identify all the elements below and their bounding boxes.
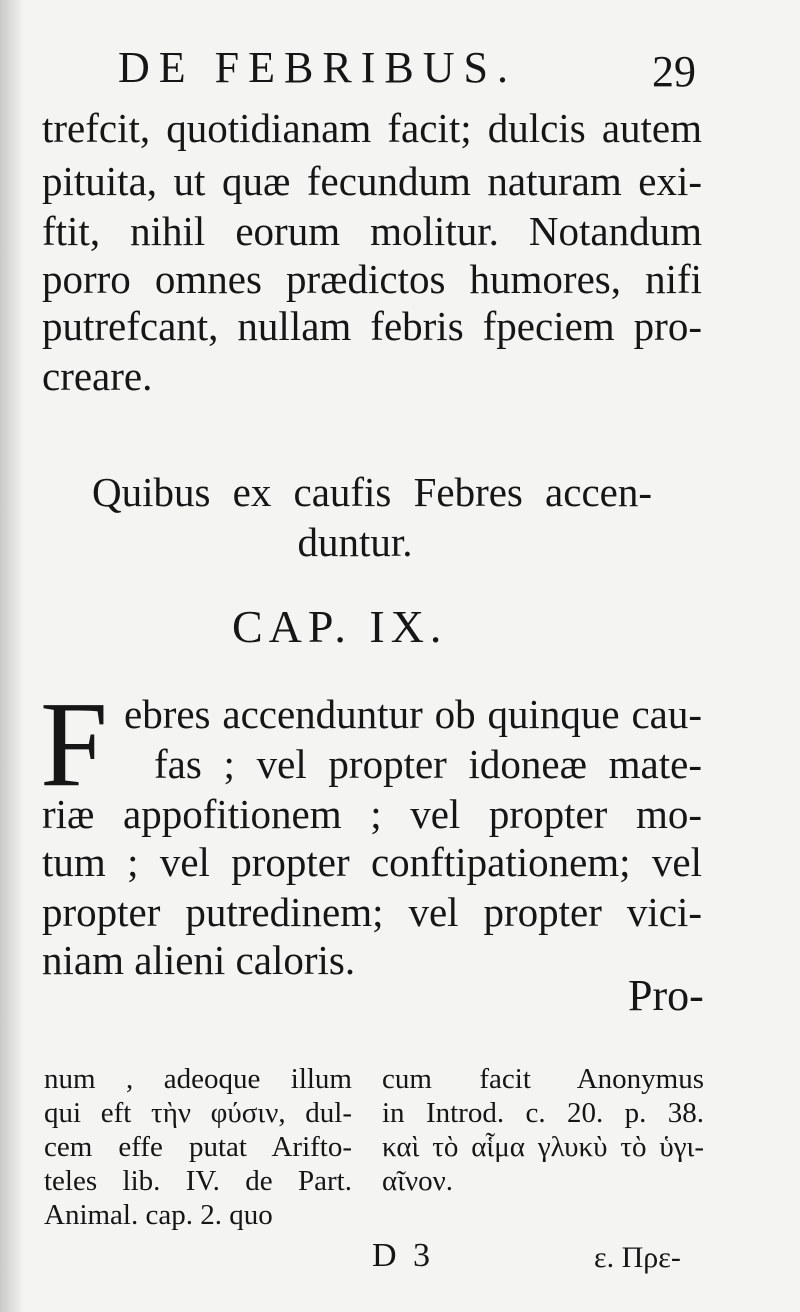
running-head	[0, 38, 800, 98]
footnote-catchword: ε. Πρε-	[594, 1241, 681, 1274]
catchword: Pro-	[628, 971, 704, 1020]
chapter-number: CAP. IX.	[232, 601, 448, 652]
footnote-left-column	[44, 1062, 352, 1232]
paragraph-line: tum ; vel propter conftipationem; vel	[42, 839, 702, 885]
paragraph-line: propter putredinem; vel propter vici-	[42, 889, 702, 935]
footnote-line: Animal. cap. 2. quo	[44, 1199, 273, 1231]
paragraph-line: pituita, ut quæ fecundum naturam exi-	[42, 158, 702, 204]
paragraph-line: ebres accenduntur ob quinque cau-	[124, 691, 702, 737]
paragraph-line: porro omnes prædictos humores, nifi	[42, 256, 702, 302]
paragraph-line: fas ; vel propter idoneæ mate-	[154, 741, 702, 787]
footnote-line: num , adeoque illum	[44, 1063, 352, 1095]
drop-cap: F	[40, 677, 108, 812]
footnote-line: cem effe putat Arifto-	[44, 1131, 352, 1163]
paragraph-line: riæ appofitionem ; vel propter mo-	[42, 791, 702, 837]
paragraph-line: putrefcant, nullam febris fpeciem pro-	[42, 303, 702, 349]
page-gutter-shadow	[0, 0, 24, 1312]
footnote-line: in Introd. c. 20. p. 38.	[382, 1097, 704, 1129]
footnote-line: teles lib. IV. de Part.	[44, 1165, 352, 1197]
paragraph-line: trefcit, quotidianam facit; dulcis autem	[42, 105, 702, 151]
footnote-line: καὶ τὸ αἷμα γλυκὺ τὸ ὑγι-	[382, 1131, 704, 1163]
footnote-line: αῖνον.	[382, 1165, 453, 1197]
page-number: 29	[652, 47, 696, 96]
running-title: DE FEBRIBUS.	[118, 43, 517, 92]
paragraph-line: niam alieni caloris.	[42, 937, 356, 983]
signature-mark: D 3	[372, 1237, 435, 1274]
footnote-line: qui eft τὴν φύσιν, dul-	[44, 1097, 352, 1129]
paragraph-line: ftit, nihil eorum molitur. Notandum	[42, 208, 702, 254]
footnote-line: cum facit Anonymus	[382, 1063, 704, 1095]
footnote-right-column	[382, 1062, 704, 1198]
paragraph-line: creare.	[42, 353, 153, 399]
section-heading-line: Quibus ex caufis Febres accen-	[92, 469, 652, 515]
section-heading-line: duntur.	[297, 519, 413, 565]
